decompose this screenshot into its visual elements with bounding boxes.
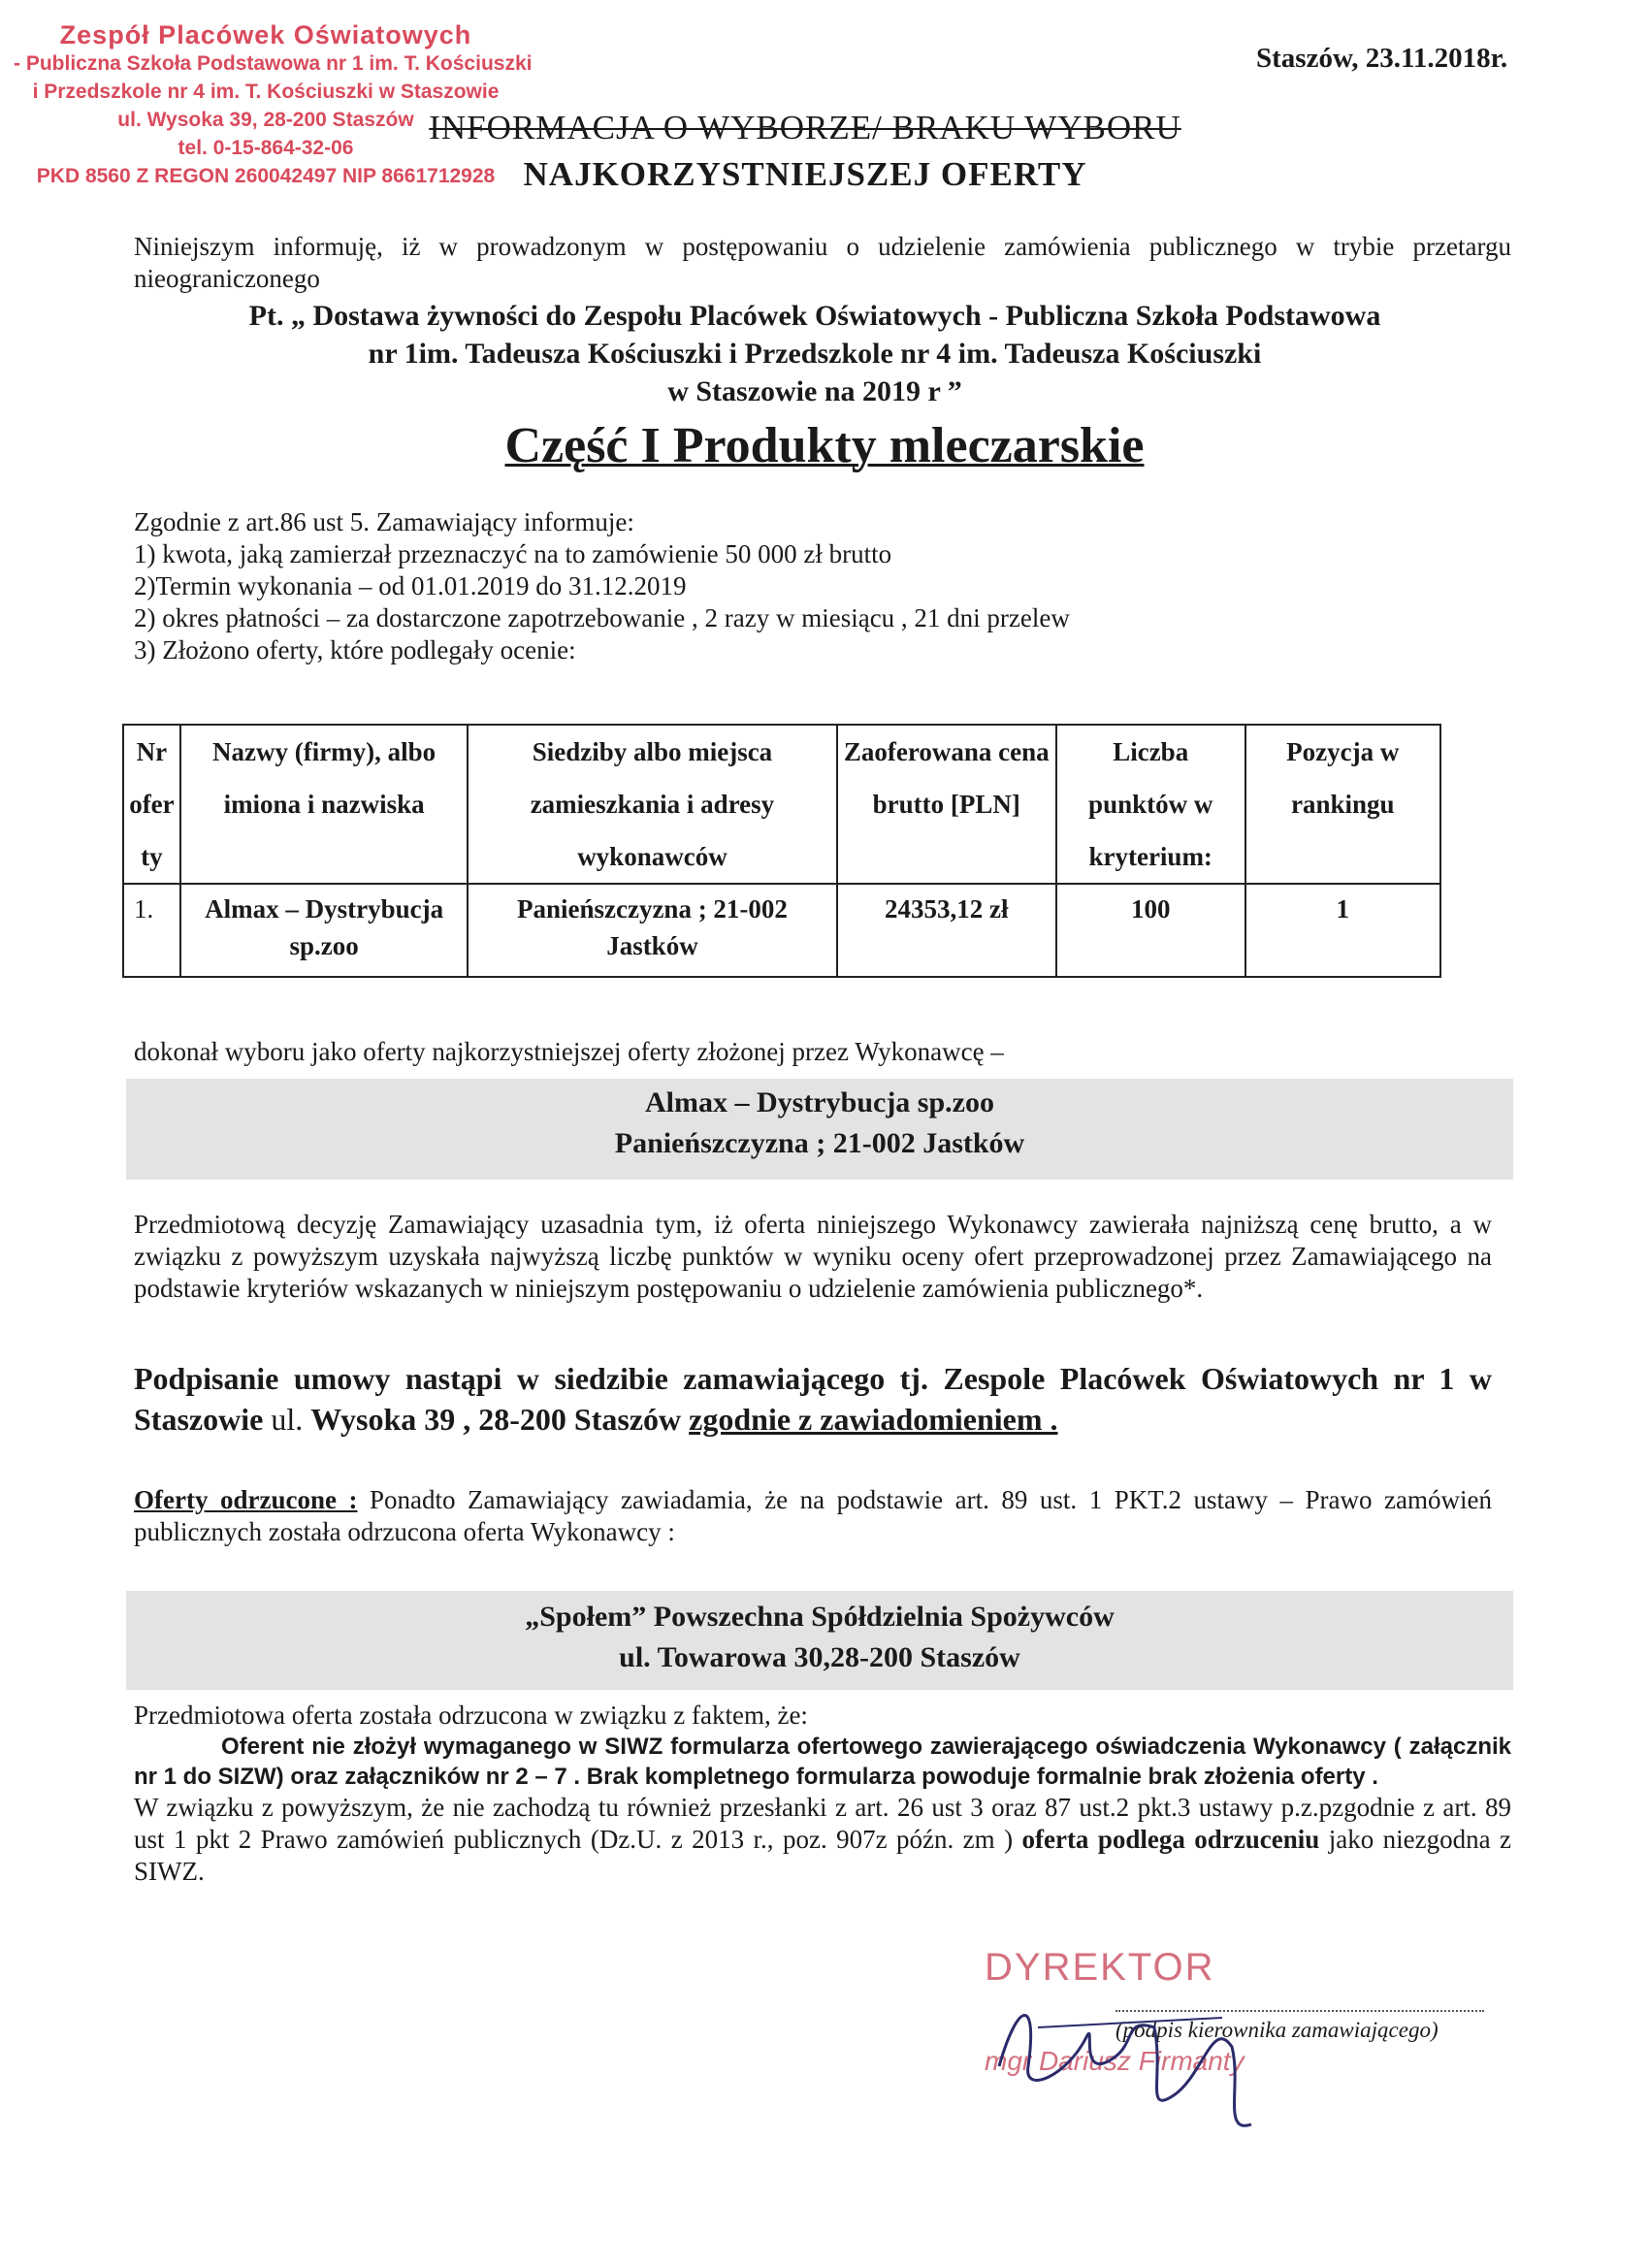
table-row	[123, 884, 1440, 977]
subject-line-3: w Staszowie na 2019 r ”	[667, 375, 962, 407]
rejected-text: Ponadto Zamawiający zawiadamia, że na podstawie art. 89 ust. 1 PKT.2 ustawy – Prawo zamówień publicznych została odrzucona oferta Wykonawcy :	[134, 1485, 1492, 1546]
table-header-row	[123, 725, 1440, 884]
cell-price: 24353,12 zł	[837, 884, 1056, 977]
signing-bold-2: Wysoka 39 , 28-200 Staszów	[310, 1402, 682, 1437]
title-line-1: INFORMACJA O WYBORZE/ BRAKU WYBORU	[429, 109, 1181, 146]
rejected-line-2: ul. Towarowa 30,28-200 Staszów	[619, 1641, 1020, 1673]
cell-points: 100	[1056, 884, 1245, 977]
part-heading: Część I Produkty mleczarskie	[504, 418, 1145, 473]
info-line-2: 1) kwota, jaką zamierzał przeznaczyć na to zamówienie 50 000 zł brutto	[134, 539, 892, 568]
offers-table	[122, 724, 1441, 978]
reason-text-block	[134, 1792, 1511, 1888]
rejection-reason	[134, 1700, 1511, 1888]
subject-line-1: Pt. „ Dostawa żywności do Zespołu Placówek Oświatowych - Publiczna Szkoła Podstawowa	[248, 300, 1381, 332]
signing-paragraph	[134, 1358, 1492, 1440]
director-name: mgr Dariusz Firmanty	[985, 2046, 1245, 2076]
cell-rank: 1	[1245, 884, 1440, 977]
document-title	[369, 105, 1242, 198]
procurement-info	[134, 506, 1511, 666]
rejected-line-1: „Społem” Powszechna Spółdzielnia Spożywców	[525, 1601, 1115, 1633]
header-points: Liczba punktów w kryterium:	[1056, 725, 1245, 884]
title-line-2: NAJKORZYSTNIEJSZEJ OFERTY	[523, 155, 1087, 193]
header-address: Siedziby albo miejsca zamieszkania i adresy wykonawców	[468, 725, 836, 884]
rejected-label: Oferty odrzucone :	[134, 1485, 358, 1514]
signing-normal: ul.	[263, 1402, 311, 1437]
rejected-contractor-box	[126, 1591, 1513, 1690]
subject-line-2: nr 1im. Tadeusza Kościuszki i Przedszkole nr 4 im. Tadeusza Kościuszki	[368, 338, 1262, 370]
handwritten-signature	[980, 1960, 1290, 2154]
justification-paragraph: Przedmiotową decyzję Zamawiający uzasadnia tym, iż oferta niniejszego Wykonawcy zawierała najniższą cenę brutto, a w związku z powyższym uzyskała najwyższą liczbę punktów w wyniku oceny ofert przeprowadzonej przez Zamawiającego na podstawie kryteriów wskazanych w niniejszym postępowaniu o udzielenie zamówienia publicznego*.	[134, 1210, 1492, 1303]
chosen-line-1: Almax – Dystrybucja sp.zoo	[645, 1086, 994, 1118]
stamp-line-6: PKD 8560 Z REGON 260042497 NIP 8661712928	[36, 165, 496, 187]
info-line-4: 2) okres płatności – za dostarczone zapotrzebowanie , 2 razy w miesiącu , 21 dni przelew	[134, 603, 1070, 632]
chosen-intro: dokonał wyboru jako oferty najkorzystniejszej oferty złożonej przez Wykonawcę –	[134, 1037, 1004, 1066]
info-line-1: Zgodnie z art.86 ust 5. Zamawiający informuje:	[134, 507, 634, 536]
stamp-line-4: ul. Wysoka 39, 28-200 Staszów	[117, 109, 414, 131]
cell-name: Almax – Dystrybucja sp.zoo	[180, 884, 468, 977]
document-date: Staszów, 23.11.2018r.	[1256, 43, 1508, 74]
director-title: DYREKTOR	[985, 1946, 1215, 1989]
rejected-paragraph	[134, 1484, 1492, 1548]
header-price: Zaoferowana cena brutto [PLN]	[837, 725, 1056, 884]
reason-bold-end: oferta podlega odrzuceniu	[1021, 1825, 1320, 1854]
stamp-line-3: i Przedszkole nr 4 im. T. Kościuszki w Staszowie	[32, 81, 500, 103]
intro-paragraph: Niniejszym informuję, iż w prowadzonym w postępowaniu o udzielenie zamówienia publicznego w trybie przetargu nieograniczonego	[134, 232, 1511, 293]
header-rank: Pozycja w rankingu	[1245, 725, 1440, 884]
signing-underlined: zgodnie z zawiadomieniem .	[689, 1402, 1058, 1437]
reason-text-end: jako niezgodna z SIWZ.	[134, 1825, 1511, 1886]
procurement-subject	[155, 297, 1474, 410]
info-line-5: 3) Złożono oferty, które podlegały ocenie:	[134, 635, 576, 664]
signing-bold-1: Podpisanie umowy nastąpi w siedzibie zamawiającego tj. Zespole Placówek Oświatowych nr 1 w Staszowie	[134, 1361, 1492, 1437]
header-name: Nazwy (firmy), albo imiona i nazwiska	[180, 725, 468, 884]
reason-bold: Oferent nie złożył wymaganego w SIWZ formularza ofertowego zawierającego oświadczenia Wykonawcy ( załącznik nr 1 do SIZW) oraz załączników nr 2 – 7 . Brak kompletnego formularza powoduje formalnie brak złożenia oferty .	[134, 1733, 1511, 1790]
cell-address: Panieńszczyzna ; 21-002 Jastków	[468, 884, 836, 977]
cell-nr: 1.	[123, 884, 180, 977]
chosen-line-2: Panieńszczyzna ; 21-002 Jastków	[614, 1127, 1025, 1159]
reason-intro: Przedmiotowa oferta została odrzucona w związku z faktem, że:	[134, 1701, 808, 1730]
stamp-line-1: Zespół Placówek Oświatowych	[59, 20, 472, 49]
stamp-line-5: tel. 0-15-864-32-06	[178, 137, 354, 159]
stamp-line-2: - Publiczna Szkoła Podstawowa nr 1 im. T. Kościuszki	[14, 52, 533, 75]
header-nr: Nr ofer ty	[123, 725, 180, 884]
info-line-3: 2)Termin wykonania – od 01.01.2019 do 31.12.2019	[134, 571, 687, 600]
signature-caption: (podpis kierownika zamawiającego)	[1116, 2018, 1439, 2042]
chosen-contractor-box	[126, 1079, 1513, 1180]
reason-text: W związku z powyższym, że nie zachodzą tu również przesłanki z art. 26 ust 3 oraz 87 ust.2 pkt.3 ustawy p.z.pzgodnie z art. 89 ust 1 pkt 2 Prawo zamówień publicznych (Dz.U. z 2013 r., poz. 907z późn. zm )	[134, 1793, 1511, 1854]
